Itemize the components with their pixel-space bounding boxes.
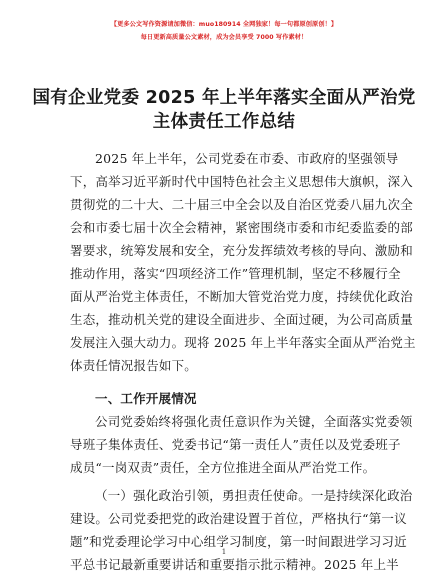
document-title-line-2: 主体责任工作总结 bbox=[152, 112, 296, 132]
body-line: 发展注入强大动力。现将 2025 年上半年落实全面从严治党主 bbox=[70, 335, 416, 350]
promo-banner-line-2: 每日更新高质量公文素材，成为会员享受 7000 写作素材！ bbox=[140, 34, 308, 41]
section-heading: 一、工作开展情况 bbox=[95, 391, 197, 406]
body-line: 导班子集体责任、党委书记“第一责任人”责任以及党委班子 bbox=[70, 437, 401, 452]
body-line: 2025 年上半年，公司党委在市委、市政府的坚强领导 bbox=[95, 151, 399, 166]
body-line: 平总书记最新重要讲话和重要指示批示精神。2025 年上半 bbox=[70, 557, 399, 572]
promo-banner-line-1: 【更多公文写作资源请加微信：muo180914 全网独家！每一句都原创原创！】 bbox=[110, 21, 338, 28]
body-line: 公司党委始终将强化责任意识作为关键，全面落实党委领 bbox=[95, 414, 413, 429]
body-line: 成员“一岗双责”责任，全方位推进全面从严治党工作。 bbox=[70, 460, 376, 475]
page-number: 1 bbox=[221, 548, 227, 556]
body-line: 建设。公司党委把党的政治建设置于首位，严格执行“第一议 bbox=[70, 511, 407, 526]
document-title-line-1: 国有企业党委 2025 年上半年落实全面从严治党 bbox=[32, 88, 416, 108]
body-line: 下，高举习近平新时代中国特色社会主义思想伟大旗帜，深入 bbox=[70, 174, 413, 189]
body-line: 署要求，统筹发展和安全，充分发挥绩效考核的导向、激励和 bbox=[70, 243, 413, 258]
body-line: 贯彻党的二十大、二十届三中全会以及自治区党委八届九次全 bbox=[70, 197, 413, 212]
body-line: 题”和党委理论学习中心组学习制度，第一时间跟进学习习近 bbox=[70, 534, 407, 549]
subsection-line: （一）强化政治引领，勇担责任使命。一是持续深化政治 bbox=[95, 488, 413, 503]
body-line: 会和市委七届十次全会精神，紧密围绕市委和市纪委监委的部 bbox=[70, 220, 413, 235]
body-line: 推动作用，落实“四项经济工作”管理机制，坚定不移履行全 bbox=[70, 266, 401, 281]
body-line: 生态，推动机关党的建设全面进步、全面过硬，为公司高质量 bbox=[70, 312, 413, 327]
body-line: 面从严治党主体责任，不断加大管党治党力度，持续优化政治 bbox=[70, 289, 413, 304]
body-line: 体责任情况报告如下。 bbox=[70, 358, 198, 373]
